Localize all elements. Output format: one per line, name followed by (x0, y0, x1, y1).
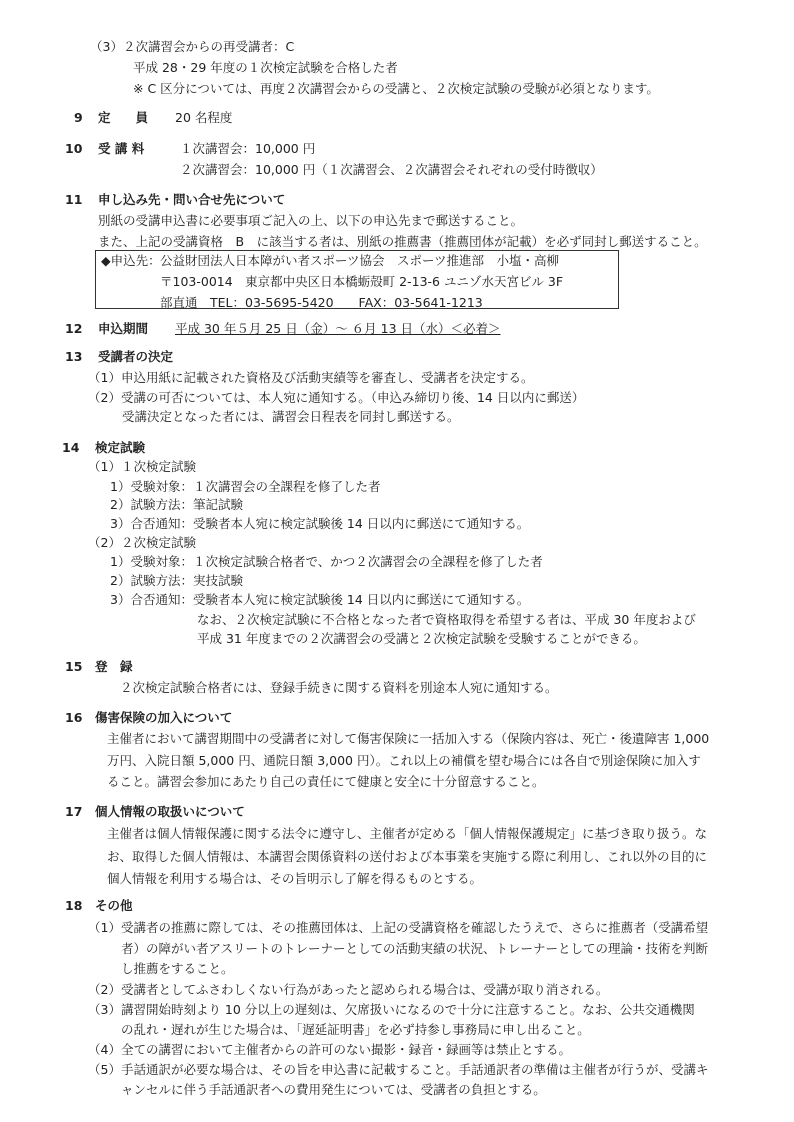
contact-address: 〒103-0014 東京都中央区日本橋蛎殻町 2-13-6 ユニゾ水天宮ビル 3F (160, 274, 564, 289)
section-number: 14 (62, 440, 80, 455)
section-title: 検定試験 (95, 440, 146, 455)
section-title: 登 録 (95, 659, 133, 674)
note: なお、２次検定試験に不合格となった者で資格取得を希望する者は、平成 30 年度および (197, 612, 696, 627)
list-item: 者）の障がい者アスリートのトレーナーとしての活動実績の状況、トレーナーとしての理論・技術を判断 (121, 941, 709, 956)
section-title: その他 (95, 898, 133, 913)
contact-org: 公益財団法人日本障がい者スポーツ協会 スポーツ推進部 小塩・高柳 (160, 253, 560, 268)
list-item: （4）全ての講習において主催者からの許可のない撮影・録音・録画等は禁止とする。 (88, 1042, 571, 1057)
section-number: 12 (65, 321, 83, 336)
section-title: 傷害保険の加入について (95, 710, 233, 725)
section-title: 受 講 料 (98, 141, 145, 156)
capacity-value: 20 名程度 (175, 110, 233, 125)
section-number: 9 (74, 110, 83, 125)
section-title: 申込期間 (98, 321, 149, 336)
subheading: （2）２次検定試験 (88, 535, 196, 550)
list-item: （3）講習開始時刻より 10 分以上の遅刻は、欠席扱いになるので十分に注意すること。なお、公共交通機関 (88, 1002, 695, 1017)
contact-label: ◆申込先： (101, 253, 161, 268)
body-text: また、上記の受講資格 B に該当する者は、別紙の推薦書（推薦団体が記載）を必ず同封し郵送すること。 (98, 234, 707, 249)
section-title: 受講者の決定 (98, 349, 174, 364)
body-text: お、取得した個人情報は、本講習会関係資料の送付および本事業を実施する際に利用し、これ以外の目的に (107, 849, 708, 864)
list-item: の乱れ・遅れが生じた場合は、「遅延証明書」を必ず持参し事務局に申し出ること。 (121, 1022, 590, 1037)
section-title: 個人情報の取扱いについて (95, 804, 245, 819)
eligibility-c-note: ※ C 区分については、再度２次講習会からの受講と、２次検定試験の受験が必須となります。 (133, 81, 659, 96)
body-text: ２次検定試験合格者には、登録手続きに関する資料を別途本人宛に通知する。 (120, 680, 558, 695)
eligibility-c: （3）２次講習会からの再受講者：C (90, 39, 295, 54)
list-item: （5）手話通訳が必要な場合は、その旨を申込書に記載すること。手話通訳者の準備は主催者が行うが、受講キ (88, 1062, 709, 1077)
section-number: 16 (65, 710, 83, 725)
section-number: 18 (65, 898, 83, 913)
fee-line: ２次講習会：10,000 円（１次講習会、２次講習会それぞれの受付時徴収） (180, 162, 603, 177)
contact-phone: 部直通 TEL：03-5695-5420 FAX：03-5641-1213 (160, 295, 483, 310)
body-text: ること。講習会参加にあたり自己の責任にて健康と安全に十分留意すること。 (107, 774, 545, 789)
list-item: 3）合否通知：受験者本人宛に検定試験後 14 日以内に郵送にて通知する。 (110, 592, 530, 607)
section-title: 申し込み先・問い合せ先について (98, 192, 286, 207)
list-item: 2）試験方法：実技試験 (110, 573, 243, 588)
note: 平成 31 年度までの２次講習会の受講と２次検定試験を受験することができる。 (197, 631, 646, 646)
list-item: （1）申込用紙に記載された資格及び活動実績等を審査し、受講者を決定する。 (88, 370, 534, 385)
eligibility-c-desc: 平成 28・29 年度の１次検定試験を合格した者 (133, 60, 398, 75)
list-item: 2）試験方法：筆記試験 (110, 497, 243, 512)
section-number: 15 (65, 659, 83, 674)
section-number: 10 (65, 141, 83, 156)
list-item: 1）受験対象：１次検定試験合格者で、かつ２次講習会の全課程を修了した者 (110, 554, 543, 569)
fee-line: １次講習会：10,000 円 (180, 141, 316, 156)
body-text: 個人情報を利用する場合は、その旨明示し了解を得るものとする。 (107, 871, 483, 886)
body-text: 主催者は個人情報保護に関する法令に遵守し、主催者が定める「個人情報保護規定」に基づき取り扱う。な (107, 826, 708, 841)
list-item: 3）合否通知：受験者本人宛に検定試験後 14 日以内に郵送にて通知する。 (110, 516, 530, 531)
body-text: 別紙の受講申込書に必要事項ご記入の上、以下の申込先まで郵送すること。 (98, 213, 524, 228)
application-period: 平成 30 年５月 25 日（金）～ ６月 13 日（水）＜必着＞ (175, 321, 501, 336)
list-item: 受講決定となった者には、講習会日程表を同封し郵送する。 (122, 409, 460, 424)
body-text: 万円、入院日額 5,000 円、通院日額 3,000 円）。これ以上の補償を望む場合には各自で別途保険に加入す (107, 753, 701, 768)
list-item: （2）受講の可否については、本人宛に通知する。（申込み締切り後、14 日以内に郵送） (88, 390, 585, 405)
body-text: 主催者において講習期間中の受講者に対して傷害保険に一括加入する（保険内容は、死亡・後遺障害 1,000 (107, 731, 710, 746)
list-item: し推薦をすること。 (121, 961, 234, 976)
list-item: 1）受験対象：１次講習会の全課程を修了した者 (110, 479, 381, 494)
subheading: （1）１次検定試験 (88, 459, 196, 474)
section-number: 11 (65, 192, 83, 207)
section-number: 17 (65, 804, 83, 819)
list-item: （1）受講者の推薦に際しては、その推薦団体は、上記の受講資格を確認したうえで、さらに推薦者（受講希望 (88, 920, 709, 935)
list-item: （2）受講者としてふさわしくない行為があったと認められる場合は、受講が取り消される。 (88, 982, 609, 997)
section-number: 13 (65, 349, 83, 364)
list-item: ャンセルに伴う手話通訳者への費用発生については、受講者の負担とする。 (121, 1082, 546, 1097)
section-title: 定 員 (98, 110, 149, 125)
